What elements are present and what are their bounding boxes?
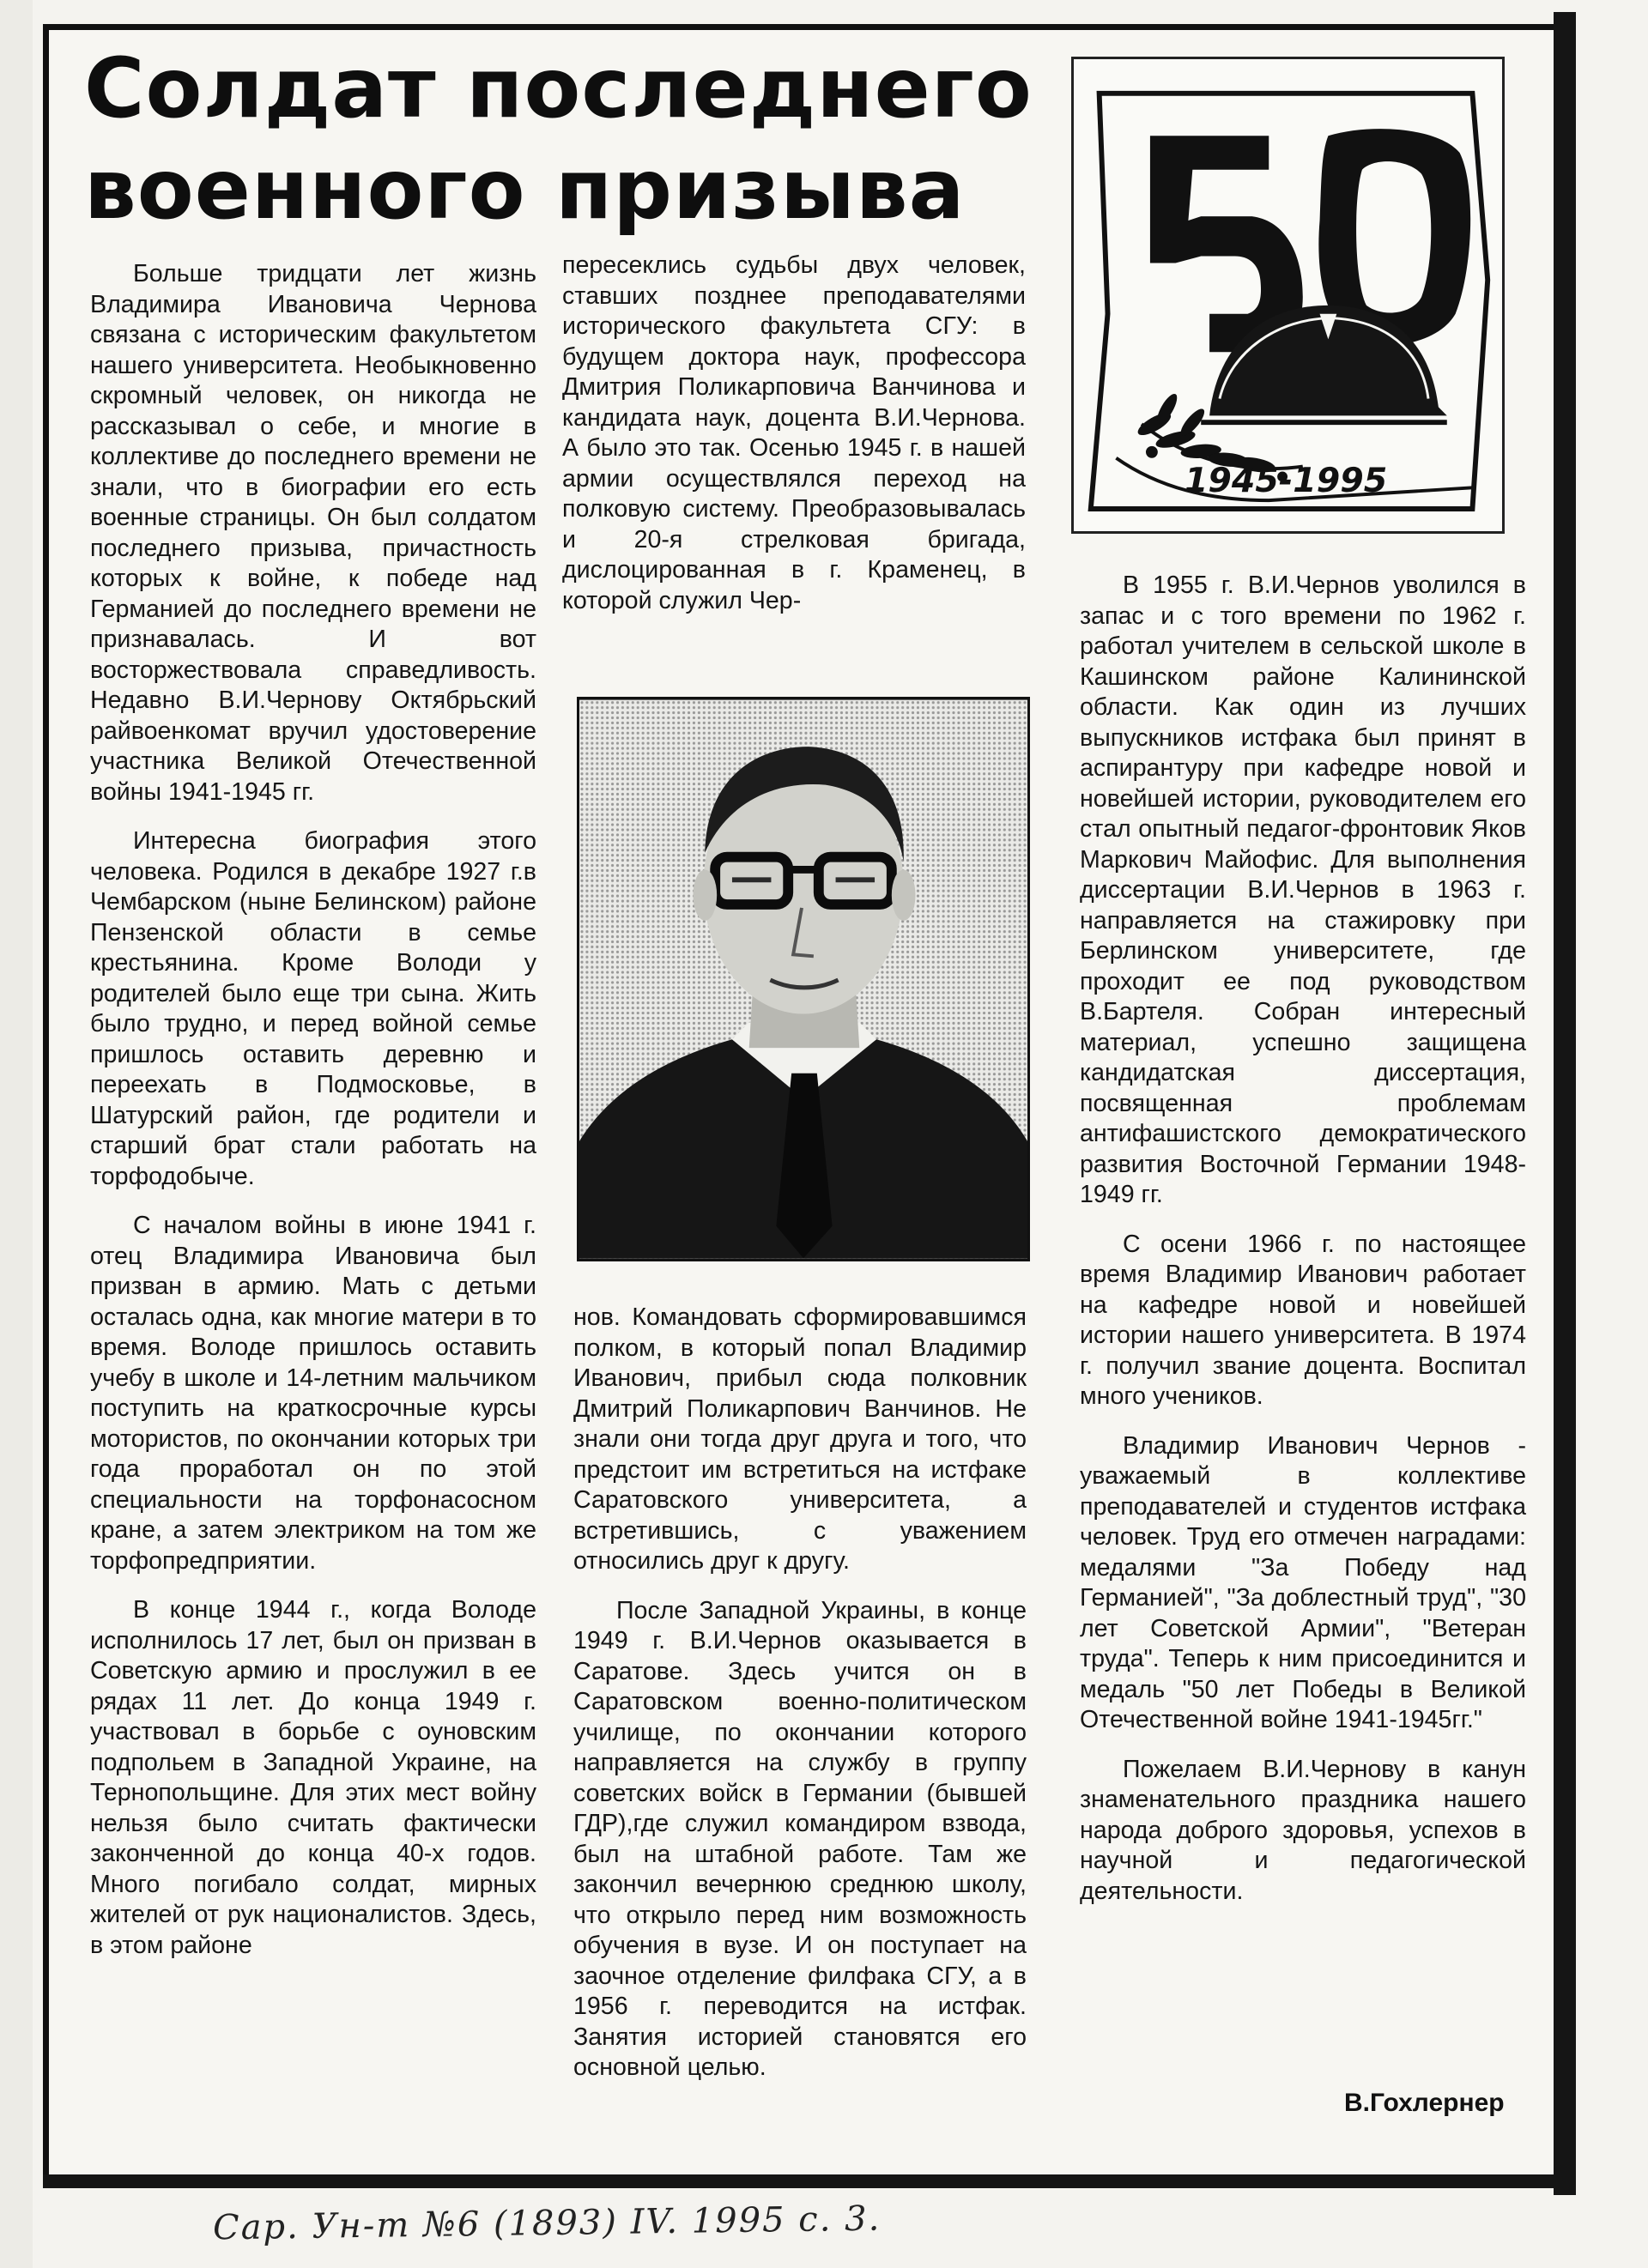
- paragraph: пересеклись судьбы двух человек, ставших позднее преподавателями исторического факультета СГУ: в будущем доктора наук, профессора Дмитрия Поликарповича Ванчинова и кандидата наук, доцента В.И.Чернова. А было это так. Осенью 1945 г. в нашей армии осуществлялся переход на полковую систему. Преобразовывалась и 20-я стрелковая бригада, дислоцированная в г. Краменец, в которой служил Чер-: [562, 251, 1026, 614]
- portrait-image: [579, 699, 1027, 1259]
- article-headline: [84, 38, 1063, 240]
- paragraph: Владимир Иванович Чернов - уважаемый в коллективе преподавателей и студентов истфака человек. Труд его отмечен наградами: медалями "За Победу над Германией", "За доблестный труд", "30 лет Советской Армии", "Ветеран труда". Теперь к ним присоединится и медаль "50 лет Победы в Великой Отечественной войне 1941-1945гг.": [1080, 1431, 1526, 1733]
- handwritten-citation: Сар. Ун-т №6 (1893) IV. 1995 с. 3.: [212, 2198, 882, 2248]
- paragraph: В 1955 г. В.И.Чернов уволился в запас и с того времени по 1962 г. работал учителем в сельской школе в Кашинском районе Калининской области. Как один из лучших выпускников истфака был принят в аспирантуру при кафедре новой и новейшей истории, руководителем его стал опытный педагог-фронтовик Яков Маркович Майофис. Для выполнения диссертации В.И.Чернов в 1963 г. направляется на стажировку при Берлинском университете, где проходит ее под руководством В.Бартеля. Собран интересный материал, успешно защищена кандидатская диссертация, посвященная проблемам антифашистского демократического развития Восточной Германии 1948-1949 гг.: [1080, 572, 1526, 1208]
- paragraph: С началом войны в июне 1941 г. отец Владимира Ивановича был призван в армию. Мать с детьми осталась одна, как многие матери в то время. Володе пришлось оставить учебу в школе и 14-летним мальчиком поступить на краткосрочные курсы мотористов, по окончании которых три года проработал он по этой специальности на торфонасосном кране, а затем электриком на том же торфопредприятии.: [90, 1212, 536, 1575]
- article-column-1: [90, 259, 536, 1961]
- paragraph: После Западной Украины, в конце 1949 г. В.И.Чернов оказывается в Саратове. Здесь учится он в Саратовском военно-политическом училище, по окончании которого направляется на службу в группу советских войск в Германии (бывшей ГДР),где служил командиром взвода, был на штабной работе. Там же закончил вечернюю среднюю школу, что открыло перед ним возможность обучения в вузе. И он поступает на заочное отделение филфака СГУ, а в 1956 г. переводится на истфак. Занятия историей становятся его основной целью.: [573, 1596, 1027, 2081]
- frame-right-border: [1554, 12, 1576, 2195]
- paragraph: В конце 1944 г., когда Володе исполнилось 17 лет, был он призван в Советскую армию и прослужил в ее рядах 11 лет. До конца 1949 г. участвовал в борьбе с оуновским подпольем в Западной Украине, на Тернопольщине. Для этих мест войну нельзя было считать фактически законченной до конца 40-х годов. Много погибало солдат, мирных жителей от рук националистов. Здесь, в этом районе: [90, 1596, 536, 1959]
- article-column-2-top: [562, 251, 1026, 616]
- paragraph: Пожелаем В.И.Чернову в канун знаменательного праздника нашего народа доброго здоровья, успехов в научной и педагогической деятельности.: [1080, 1755, 1526, 1905]
- paragraph: Интересна биография этого человека. Родился в декабре 1927 г.в Чембарском (ныне Белинском) районе Пензенской области в семье крестьянина. Кроме Володи у родителей было еще три сына. Жить было трудно, и перед войной семье пришлось оставить деревню и переехать в Подмосковье, в Шатурский район, где родители и старший брат стали работать на торфодобыче.: [90, 827, 536, 1190]
- anniversary-emblem: [1071, 57, 1505, 534]
- paragraph: Больше тридцати лет жизнь Владимира Ивановича Чернова связана с историческим факультетом нашего университета. Необыкновенно скромный человек, он никогда не рассказывал о себе, и многие в коллективе до последнего времени не знали, что в биографии его есть военные страницы. Он был солдатом последнего призыва, причастность которых к войне, к победе над Германией до последнего времени не признавалась. И вот восторжествовала справедливость. Недавно В.И.Чернову Октябрьский райвоенкомат вручил удостоверение участника Великой Отечественной войны 1941-1945 гг.: [90, 260, 536, 806]
- helmet-laurel-icon: [1074, 59, 1502, 531]
- article-column-2-bottom: [573, 1303, 1027, 2084]
- paragraph: С осени 1966 г. по настоящее время Владимир Иванович работает на кафедре новой и новейшей истории нашего университета. В 1974 г. получил звание доцента. Воспитал много учеников.: [1080, 1230, 1526, 1410]
- headline-line-1: Солдат последнего: [84, 40, 1033, 136]
- frame-bottom-border: [43, 2174, 1576, 2188]
- scan-edge: [0, 0, 33, 2268]
- svg-text:1945-1995: 1945-1995: [1184, 461, 1388, 501]
- headline-line-2: военного призыва: [84, 142, 966, 238]
- author-signature: В.Гохлернер: [1344, 2089, 1505, 2117]
- article-column-3: [1080, 571, 1526, 1907]
- paragraph: нов. Командовать сформировавшимся полком, в который попал Владимир Иванович, прибыл сюда полковник Дмитрий Поликарпович Ванчинов. Не знали они тогда друг друга и того, что предстоит им встретиться на истфаке Саратовского университета, а встретившись, с уважением относились друг к другу.: [573, 1303, 1027, 1575]
- portrait-photo: [577, 697, 1030, 1261]
